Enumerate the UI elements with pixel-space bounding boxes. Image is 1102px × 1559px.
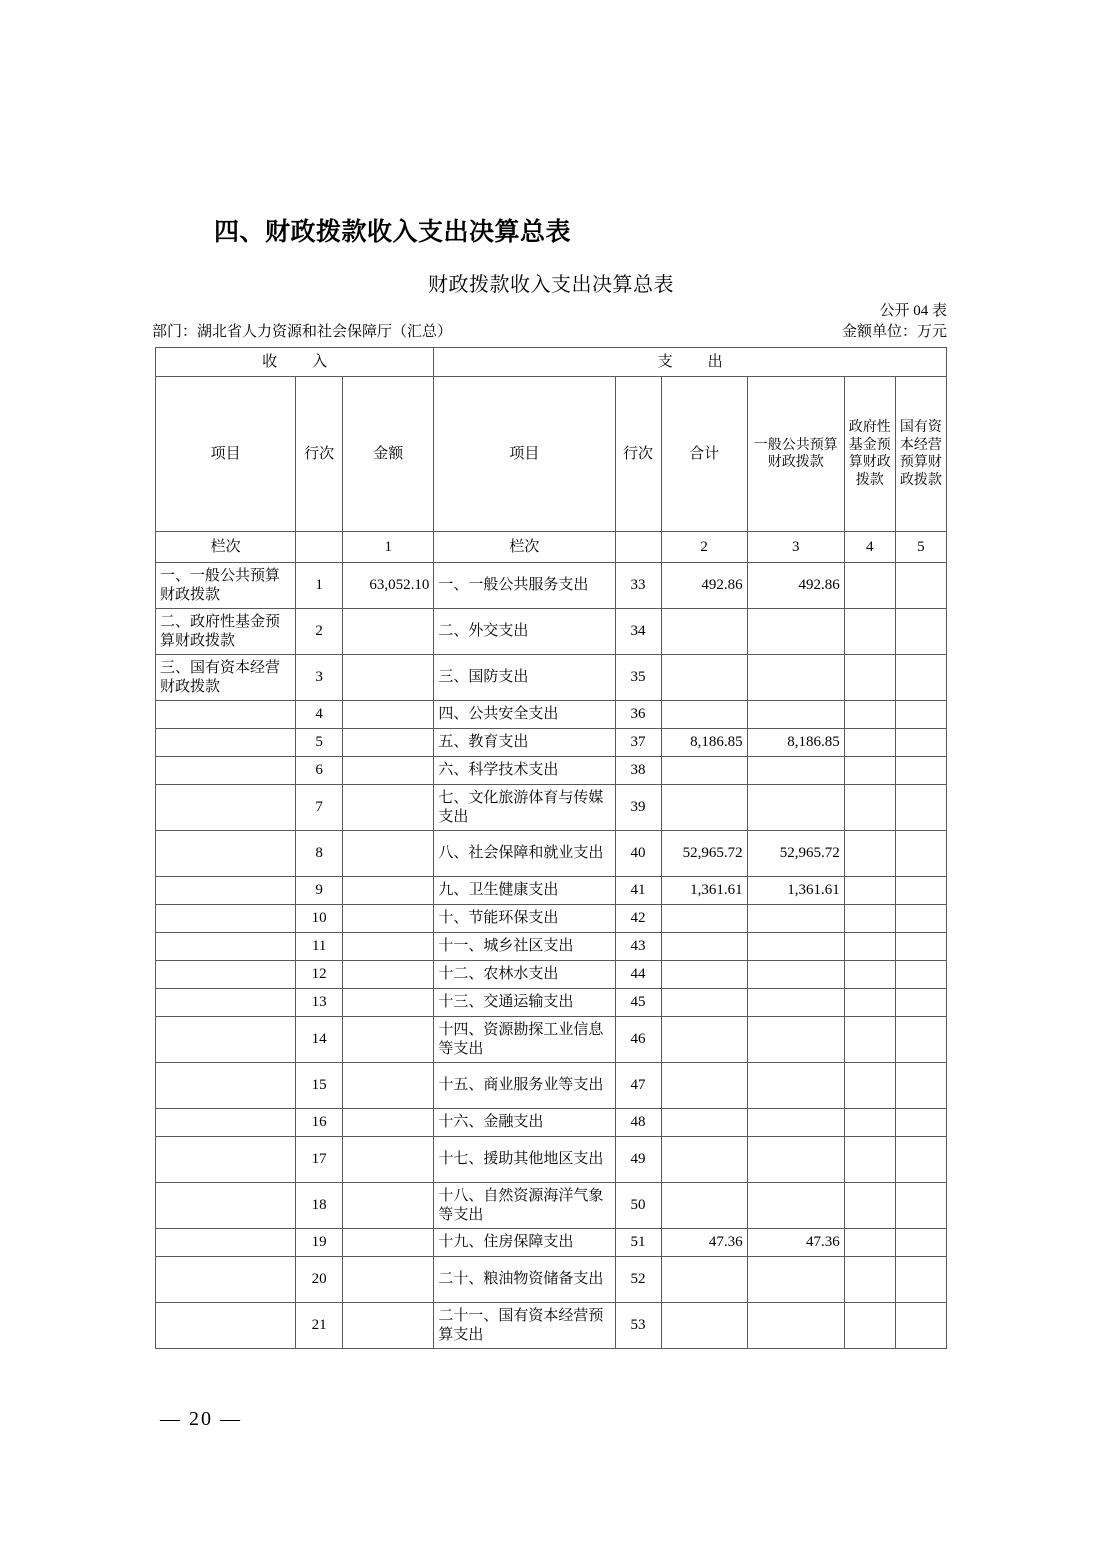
column-index-income-amount: 1 (343, 532, 434, 563)
expenditure-state-capital-budget (895, 785, 946, 831)
income-amount (343, 989, 434, 1017)
column-header-row (156, 377, 947, 532)
expenditure-general-public-budget (747, 757, 844, 785)
table-row (156, 563, 947, 609)
expenditure-general-public-budget: 52,965.72 (747, 831, 844, 877)
column-index-state-capital: 5 (895, 532, 946, 563)
expenditure-general-public-budget (747, 655, 844, 701)
income-line-number: 3 (296, 655, 343, 701)
table-row (156, 1183, 947, 1229)
expenditure-general-public-budget (747, 905, 844, 933)
expenditure-line-number: 36 (615, 701, 661, 729)
expenditure-state-capital-budget (895, 563, 946, 609)
expenditure-total (661, 905, 747, 933)
expenditure-item: 七、文化旅游体育与传媒支出 (434, 785, 615, 831)
column-header-government-fund-budget: 政府性基金预算财政拨款 (844, 377, 895, 532)
income-item (156, 831, 296, 877)
expenditure-item: 五、教育支出 (434, 729, 615, 757)
expenditure-item: 十三、交通运输支出 (434, 989, 615, 1017)
expenditure-state-capital-budget (895, 655, 946, 701)
expenditure-line-number: 41 (615, 877, 661, 905)
income-line-number: 12 (296, 961, 343, 989)
group-header-income: 收 入 (156, 348, 434, 377)
expenditure-general-public-budget: 492.86 (747, 563, 844, 609)
income-item (156, 877, 296, 905)
expenditure-general-public-budget (747, 785, 844, 831)
income-line-number: 15 (296, 1063, 343, 1109)
expenditure-government-fund-budget (844, 1303, 895, 1349)
expenditure-government-fund-budget (844, 905, 895, 933)
table-row (156, 1109, 947, 1137)
financial-table-container (155, 347, 947, 1349)
expenditure-item: 六、科学技术支出 (434, 757, 615, 785)
expenditure-government-fund-budget (844, 609, 895, 655)
income-line-number: 14 (296, 1017, 343, 1063)
expenditure-state-capital-budget (895, 989, 946, 1017)
expenditure-item: 四、公共安全支出 (434, 701, 615, 729)
income-item (156, 1017, 296, 1063)
income-amount (343, 729, 434, 757)
income-line-number: 16 (296, 1109, 343, 1137)
page-title: 四、财政拨款收入支出决算总表 (214, 219, 572, 246)
expenditure-general-public-budget (747, 961, 844, 989)
column-header-state-capital-budget: 国有资本经营预算财政拨款 (895, 377, 946, 532)
group-header-row (156, 348, 947, 377)
expenditure-total (661, 757, 747, 785)
income-item (156, 729, 296, 757)
expenditure-line-number: 50 (615, 1183, 661, 1229)
expenditure-total (661, 1183, 747, 1229)
expenditure-item: 九、卫生健康支出 (434, 877, 615, 905)
expenditure-line-number: 49 (615, 1137, 661, 1183)
expenditure-state-capital-budget (895, 877, 946, 905)
expenditure-general-public-budget (747, 1257, 844, 1303)
expenditure-state-capital-budget (895, 1303, 946, 1349)
income-line-number: 10 (296, 905, 343, 933)
expenditure-government-fund-budget (844, 757, 895, 785)
income-amount (343, 905, 434, 933)
expenditure-line-number: 48 (615, 1109, 661, 1137)
expenditure-government-fund-budget (844, 1183, 895, 1229)
expenditure-general-public-budget: 8,186.85 (747, 729, 844, 757)
expenditure-state-capital-budget (895, 1137, 946, 1183)
expenditure-government-fund-budget (844, 1137, 895, 1183)
column-index-label-left: 栏次 (156, 532, 296, 563)
column-header-income-item: 项目 (156, 377, 296, 532)
income-item: 三、国有资本经营财政拨款 (156, 655, 296, 701)
income-item (156, 757, 296, 785)
income-amount (343, 1303, 434, 1349)
form-code-label: 公开 04 表 (879, 303, 947, 319)
income-line-number: 13 (296, 989, 343, 1017)
column-index-gov-fund: 4 (844, 532, 895, 563)
expenditure-government-fund-budget (844, 933, 895, 961)
expenditure-line-number: 45 (615, 989, 661, 1017)
income-line-number: 17 (296, 1137, 343, 1183)
expenditure-item: 十二、农林水支出 (434, 961, 615, 989)
table-row (156, 1303, 947, 1349)
expenditure-line-number: 46 (615, 1017, 661, 1063)
table-row (156, 933, 947, 961)
expenditure-line-number: 40 (615, 831, 661, 877)
page-number: — 20 — (160, 1408, 242, 1430)
income-line-number: 1 (296, 563, 343, 609)
table-body (156, 348, 947, 1349)
income-amount (343, 933, 434, 961)
expenditure-item: 十、节能环保支出 (434, 905, 615, 933)
expenditure-general-public-budget (747, 701, 844, 729)
expenditure-item: 十七、援助其他地区支出 (434, 1137, 615, 1183)
amount-unit-label: 金额单位：万元 (841, 324, 947, 340)
expenditure-state-capital-budget (895, 609, 946, 655)
department-label: 部门：湖北省人力资源和社会保障厅（汇总） (152, 324, 453, 340)
table-row (156, 1063, 947, 1109)
expenditure-state-capital-budget (895, 961, 946, 989)
expenditure-item: 二、外交支出 (434, 609, 615, 655)
income-item (156, 1137, 296, 1183)
income-amount: 63,052.10 (343, 563, 434, 609)
expenditure-item: 十五、商业服务业等支出 (434, 1063, 615, 1109)
expenditure-line-number: 52 (615, 1257, 661, 1303)
table-row (156, 905, 947, 933)
income-amount (343, 1257, 434, 1303)
income-line-number: 19 (296, 1229, 343, 1257)
income-amount (343, 609, 434, 655)
income-line-number: 4 (296, 701, 343, 729)
expenditure-government-fund-budget (844, 989, 895, 1017)
expenditure-total: 52,965.72 (661, 831, 747, 877)
expenditure-state-capital-budget (895, 729, 946, 757)
expenditure-total (661, 1303, 747, 1349)
expenditure-general-public-budget: 47.36 (747, 1229, 844, 1257)
income-line-number: 2 (296, 609, 343, 655)
table-row (156, 1137, 947, 1183)
income-amount (343, 877, 434, 905)
column-index-row (156, 532, 947, 563)
expenditure-line-number: 43 (615, 933, 661, 961)
income-item (156, 1063, 296, 1109)
expenditure-total (661, 933, 747, 961)
expenditure-general-public-budget (747, 1137, 844, 1183)
expenditure-government-fund-budget (844, 831, 895, 877)
expenditure-item: 十九、住房保障支出 (434, 1229, 615, 1257)
expenditure-total (661, 1137, 747, 1183)
expenditure-government-fund-budget (844, 1063, 895, 1109)
column-index-exp-total: 2 (661, 532, 747, 563)
expenditure-line-number: 51 (615, 1229, 661, 1257)
income-item (156, 989, 296, 1017)
expenditure-government-fund-budget (844, 655, 895, 701)
table-row (156, 757, 947, 785)
income-line-number: 8 (296, 831, 343, 877)
financial-table (155, 347, 947, 1349)
expenditure-state-capital-budget (895, 905, 946, 933)
expenditure-general-public-budget (747, 1017, 844, 1063)
expenditure-line-number: 33 (615, 563, 661, 609)
expenditure-line-number: 38 (615, 757, 661, 785)
income-line-number: 20 (296, 1257, 343, 1303)
expenditure-item: 二十一、国有资本经营预算支出 (434, 1303, 615, 1349)
column-index-general-public: 3 (747, 532, 844, 563)
column-header-exp-total: 合计 (661, 377, 747, 532)
income-amount (343, 701, 434, 729)
expenditure-total (661, 961, 747, 989)
income-amount (343, 961, 434, 989)
income-item (156, 1257, 296, 1303)
expenditure-general-public-budget (747, 1063, 844, 1109)
expenditure-state-capital-budget (895, 933, 946, 961)
expenditure-item: 八、社会保障和就业支出 (434, 831, 615, 877)
income-amount (343, 1229, 434, 1257)
expenditure-government-fund-budget (844, 1229, 895, 1257)
expenditure-government-fund-budget (844, 877, 895, 905)
expenditure-government-fund-budget (844, 729, 895, 757)
column-header-exp-line: 行次 (615, 377, 661, 532)
expenditure-item: 二十、粮油物资储备支出 (434, 1257, 615, 1303)
expenditure-total (661, 609, 747, 655)
expenditure-total: 492.86 (661, 563, 747, 609)
expenditure-government-fund-budget (844, 1109, 895, 1137)
income-item: 二、政府性基金预算财政拨款 (156, 609, 296, 655)
expenditure-item: 十一、城乡社区支出 (434, 933, 615, 961)
expenditure-total (661, 1109, 747, 1137)
expenditure-general-public-budget (747, 1183, 844, 1229)
column-index-label-right: 栏次 (434, 532, 615, 563)
table-row (156, 785, 947, 831)
income-item: 一、一般公共预算财政拨款 (156, 563, 296, 609)
income-line-number: 9 (296, 877, 343, 905)
column-header-general-public-budget: 一般公共预算财政拨款 (747, 377, 844, 532)
expenditure-line-number: 44 (615, 961, 661, 989)
table-title: 财政拨款收入支出决算总表 (428, 274, 674, 296)
expenditure-total (661, 1063, 747, 1109)
expenditure-line-number: 47 (615, 1063, 661, 1109)
income-item (156, 1183, 296, 1229)
expenditure-general-public-budget (747, 933, 844, 961)
column-index-exp-line (615, 532, 661, 563)
table-row (156, 1017, 947, 1063)
expenditure-item: 三、国防支出 (434, 655, 615, 701)
expenditure-state-capital-budget (895, 1109, 946, 1137)
expenditure-total (661, 785, 747, 831)
income-item (156, 961, 296, 989)
expenditure-total (661, 701, 747, 729)
income-item (156, 1109, 296, 1137)
expenditure-general-public-budget: 1,361.61 (747, 877, 844, 905)
expenditure-total (661, 655, 747, 701)
expenditure-state-capital-budget (895, 1183, 946, 1229)
income-item (156, 785, 296, 831)
expenditure-line-number: 37 (615, 729, 661, 757)
expenditure-total (661, 1017, 747, 1063)
income-line-number: 18 (296, 1183, 343, 1229)
expenditure-state-capital-budget (895, 701, 946, 729)
table-row (156, 655, 947, 701)
expenditure-state-capital-budget (895, 831, 946, 877)
expenditure-general-public-budget (747, 1109, 844, 1137)
expenditure-total: 8,186.85 (661, 729, 747, 757)
table-row (156, 989, 947, 1017)
income-line-number: 21 (296, 1303, 343, 1349)
income-line-number: 5 (296, 729, 343, 757)
expenditure-government-fund-budget (844, 961, 895, 989)
income-amount (343, 1017, 434, 1063)
table-row (156, 1229, 947, 1257)
table-row (156, 1257, 947, 1303)
expenditure-line-number: 42 (615, 905, 661, 933)
income-item (156, 933, 296, 961)
expenditure-state-capital-budget (895, 1257, 946, 1303)
table-row (156, 701, 947, 729)
income-amount (343, 1183, 434, 1229)
table-row (156, 729, 947, 757)
income-amount (343, 757, 434, 785)
income-amount (343, 1109, 434, 1137)
expenditure-general-public-budget (747, 1303, 844, 1349)
income-amount (343, 1063, 434, 1109)
column-index-income-line (296, 532, 343, 563)
expenditure-line-number: 34 (615, 609, 661, 655)
expenditure-item: 十八、自然资源海洋气象等支出 (434, 1183, 615, 1229)
table-row (156, 609, 947, 655)
expenditure-government-fund-budget (844, 1017, 895, 1063)
column-header-exp-item: 项目 (434, 377, 615, 532)
income-item (156, 1303, 296, 1349)
expenditure-state-capital-budget (895, 1017, 946, 1063)
expenditure-item: 十四、资源勘探工业信息等支出 (434, 1017, 615, 1063)
expenditure-line-number: 35 (615, 655, 661, 701)
table-row (156, 877, 947, 905)
income-item (156, 905, 296, 933)
income-amount (343, 655, 434, 701)
income-line-number: 6 (296, 757, 343, 785)
expenditure-state-capital-budget (895, 757, 946, 785)
expenditure-total (661, 1257, 747, 1303)
column-header-income-line: 行次 (296, 377, 343, 532)
income-item (156, 1229, 296, 1257)
expenditure-general-public-budget (747, 989, 844, 1017)
income-item (156, 701, 296, 729)
expenditure-total: 47.36 (661, 1229, 747, 1257)
table-row (156, 831, 947, 877)
expenditure-item: 一、一般公共服务支出 (434, 563, 615, 609)
expenditure-item: 十六、金融支出 (434, 1109, 615, 1137)
income-amount (343, 1137, 434, 1183)
expenditure-government-fund-budget (844, 1257, 895, 1303)
table-row (156, 961, 947, 989)
expenditure-state-capital-budget (895, 1063, 946, 1109)
income-line-number: 11 (296, 933, 343, 961)
expenditure-general-public-budget (747, 609, 844, 655)
income-amount (343, 831, 434, 877)
expenditure-government-fund-budget (844, 785, 895, 831)
income-line-number: 7 (296, 785, 343, 831)
expenditure-total: 1,361.61 (661, 877, 747, 905)
expenditure-total (661, 989, 747, 1017)
column-header-income-amount: 金额 (343, 377, 434, 532)
expenditure-line-number: 53 (615, 1303, 661, 1349)
expenditure-state-capital-budget (895, 1229, 946, 1257)
group-header-expenditure: 支 出 (434, 348, 947, 377)
income-amount (343, 785, 434, 831)
expenditure-line-number: 39 (615, 785, 661, 831)
expenditure-government-fund-budget (844, 563, 895, 609)
expenditure-government-fund-budget (844, 701, 895, 729)
